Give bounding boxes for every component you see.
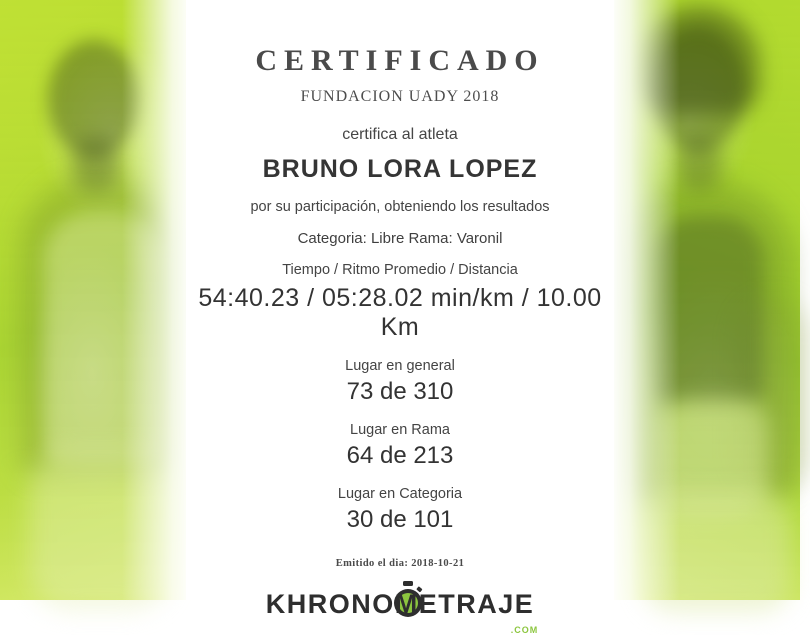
results-label: Tiempo / Ritmo Promedio / Distancia [282,262,518,278]
runner-photo-left [0,0,192,600]
certificate-title: CERTIFICADO [255,44,545,77]
logo-text-after: METRAJE [394,589,535,619]
logo-text-before: KHRON [265,589,373,619]
certificate-content [186,0,614,635]
issued-date: Emitido el dia: 2018-10-21 [335,558,465,569]
logo-text-highlight: O [372,589,395,619]
certificate-lead: certifica al atleta [342,126,458,143]
certificate-subtitle: FUNDACION UADY 2018 [300,88,500,105]
placement-value-categoria: 30 de 101 [346,506,454,533]
placement-label-rama: Lugar en Rama [350,422,450,438]
logo-wordmark [266,589,535,619]
placement-label-categoria: Lugar en Categoria [337,486,463,502]
runner-photo-right [610,0,800,600]
khronometraje-logo [265,589,539,635]
photo-fade-left [122,0,192,600]
athlete-name: BRUNO LORA LOPEZ [262,155,538,183]
photo-fade-right [610,0,680,600]
participation-text: por su participación, obteniendo los resultados [250,199,550,215]
placement-value-rama: 64 de 213 [346,442,454,469]
results-value: 54:40.23 / 05:28.02 min/km / 10.00 Km [198,284,602,341]
logo-domain-suffix: .COM [510,625,539,635]
placement-value-general: 73 de 310 [346,378,454,405]
placement-label-general: Lugar en general [345,358,455,374]
category-line: Categoria: Libre Rama: Varonil [297,230,503,247]
